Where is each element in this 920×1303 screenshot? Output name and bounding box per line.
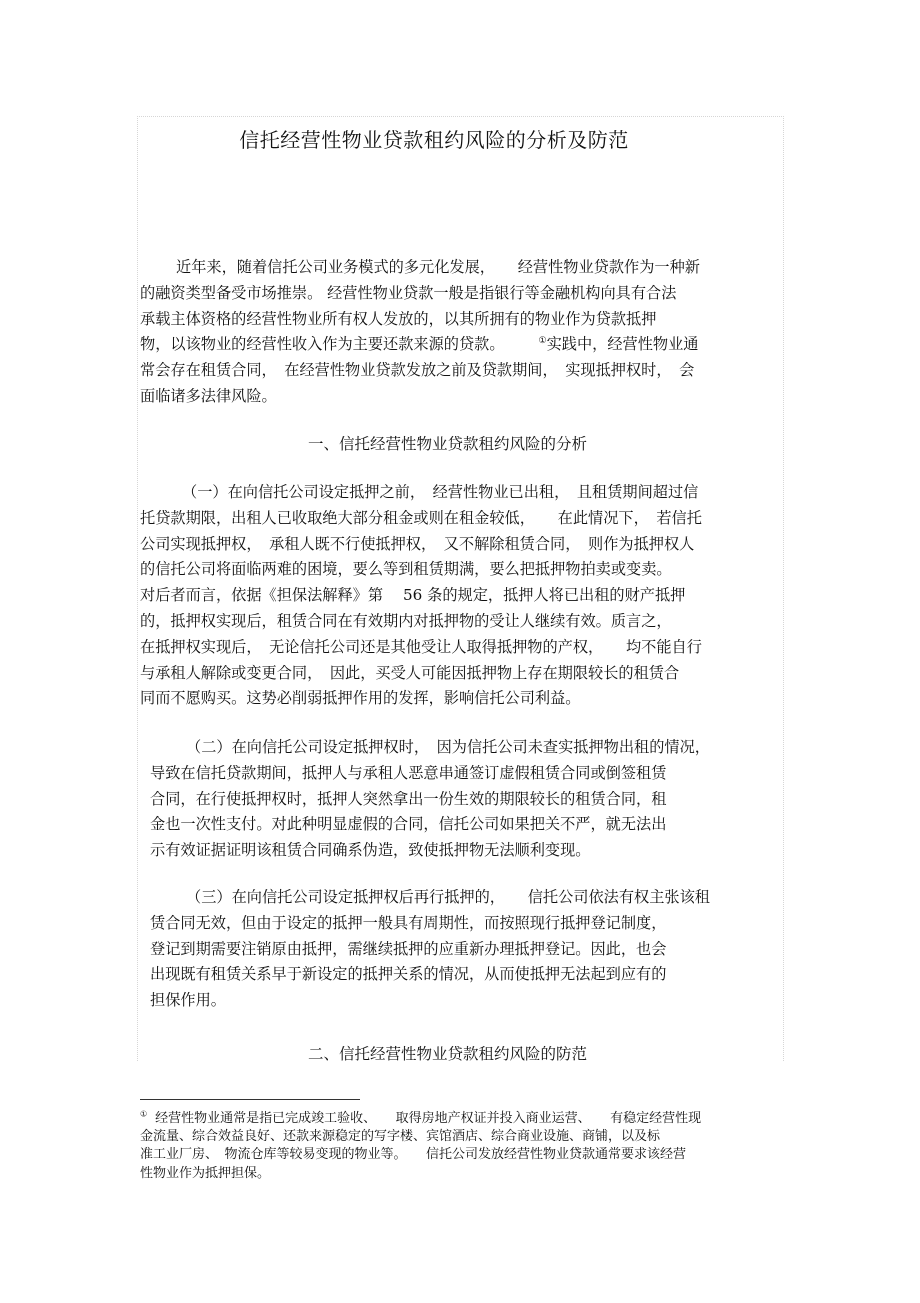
s1p3-line: 登记到期需要注销原由抵押，需继续抵押的应重新办理抵押登记。因此，也会: [150, 939, 667, 958]
intro-line-2: 的融资类型备受市场推崇。 经营性物业贷款一般是指银行等金融机构向具有合法: [140, 283, 677, 302]
s1p1-line: 托贷款期限，出租人已收取绝大部分租金或则在租金较低， 在此情况下， 若信托: [140, 508, 702, 527]
s1p3-line: 担保作用。: [150, 991, 226, 1010]
section-1-heading: 一、信托经营性物业贷款租约风险的分析: [307, 435, 587, 453]
s1p2-line: 金也一次性支付。对此种明显虚假的合同，信托公司如果把关不严，就无法出: [150, 815, 667, 834]
s1p1-line: 对后者而言，依据《担保法解释》第 56 条的规定，抵押人将已出租的财产抵押: [140, 586, 686, 605]
footnote-line-3: 准工业厂房、 物流仓库等较易变现的物业等。 信托公司发放经营性物业贷款通常要求该经营: [140, 1147, 687, 1163]
section-1-paragraph-3: [150, 885, 792, 1014]
footnote-line-2: 金流量、综合效益良好、还款来源稳定的写字楼、宾馆酒店、综合商业设施、商铺，以及标: [140, 1129, 661, 1145]
s1p1-line: 的，抵押权实现后，租赁合同在有效期内对抵押物的受让人继续有效。质言之，: [140, 611, 672, 630]
section-2-heading: 二、信托经营性物业贷款租约风险的防范: [307, 1045, 587, 1063]
footnote-ref-mark[interactable]: ①: [538, 336, 547, 347]
s1p1-line: 同而不愿购买。这势必削弱抵押作用的发挥，影响信托公司利益。: [140, 689, 581, 708]
intro-line-4a: 物，以该物业的经营性收入作为主要还款来源的贷款。: [140, 335, 505, 354]
s1p2-line: 合同，在行使抵押权时，抵押人突然拿出一份生效的期限较长的租赁合同，租: [150, 789, 667, 808]
s1p1-line: 在抵押权实现后， 无论信托公司还是其他受让人取得抵押物的产权， 均不能自行: [140, 637, 702, 656]
s1p3-line: 出现既有租赁关系早于新设定的抵押关系的情况，从而使抵押无法起到应有的: [150, 965, 667, 984]
footnote: [140, 1110, 780, 1183]
s1p3-line: （三）在向信托公司设定抵押权后再行抵押的， 信托公司依法有权主张该租: [186, 888, 710, 906]
intro-paragraph: [140, 255, 782, 410]
s1p3-line: 赁合同无效，但由于设定的抵押一般具有周期性，而按照现行抵押登记制度，: [150, 913, 667, 932]
intro-line-5: 常会存在租赁合同， 在经营性物业贷款发放之前及贷款期间， 实现抵押权时， 会: [140, 361, 695, 380]
section-1-paragraph-2: [150, 735, 792, 864]
intro-line-4b: 实践中，经营性物业通: [546, 335, 699, 354]
footnote-divider: [140, 1099, 360, 1100]
s1p2-line: 示有效证据证明该租赁合同确系伪造，致使抵押物无法顺利变现。: [150, 841, 591, 860]
footnote-line-1: [140, 1110, 780, 1128]
footnote-line-1-text: 经营性物业通常是指已完成竣工验收、 取得房地产权证并投入商业运营、 有稳定经营性现: [155, 1111, 702, 1126]
intro-line-4: [140, 332, 782, 358]
s1p2-line: 导致在信托贷款期间，抵押人与承租人恶意串通签订虚假租赁合同或倒签租赁: [150, 763, 667, 782]
footnote-mark: ①: [140, 1109, 148, 1119]
document-title: 信托经营性物业贷款租约风险的分析及防范: [239, 128, 629, 152]
footnote-line-4: 性物业作为抵押担保。: [140, 1165, 271, 1181]
s1p1-line: 公司实现抵押权， 承租人既不行使抵押权， 又不解除租赁合同， 则作为抵押权人: [140, 534, 695, 553]
intro-line-6: 面临诸多法律风险。: [140, 386, 277, 405]
s1p1-line: 的信托公司将面临两难的困境，要么等到租赁期满，要么把抵押物拍卖或变卖。: [140, 560, 672, 579]
s1p2-line: （二）在向信托公司设定抵押权时， 因为信托公司未查实抵押物出租的情况，: [186, 738, 710, 756]
s1p1-line: （一）在向信托公司设定抵押之前， 经营性物业已出租， 且租赁期间超过信: [182, 483, 699, 501]
intro-line-1: 近年来，随着信托公司业务模式的多元化发展， 经营性物业贷款作为一种新: [176, 258, 700, 276]
section-1-paragraph-1: [140, 480, 782, 712]
s1p1-line: 与承租人解除或变更合同， 因此，买受人可能因抵押物上存在期限较长的租赁合: [140, 663, 680, 682]
intro-line-3: 承载主体资格的经营性物业所有权人发放的，以其所拥有的物业作为贷款抵押: [140, 309, 657, 328]
